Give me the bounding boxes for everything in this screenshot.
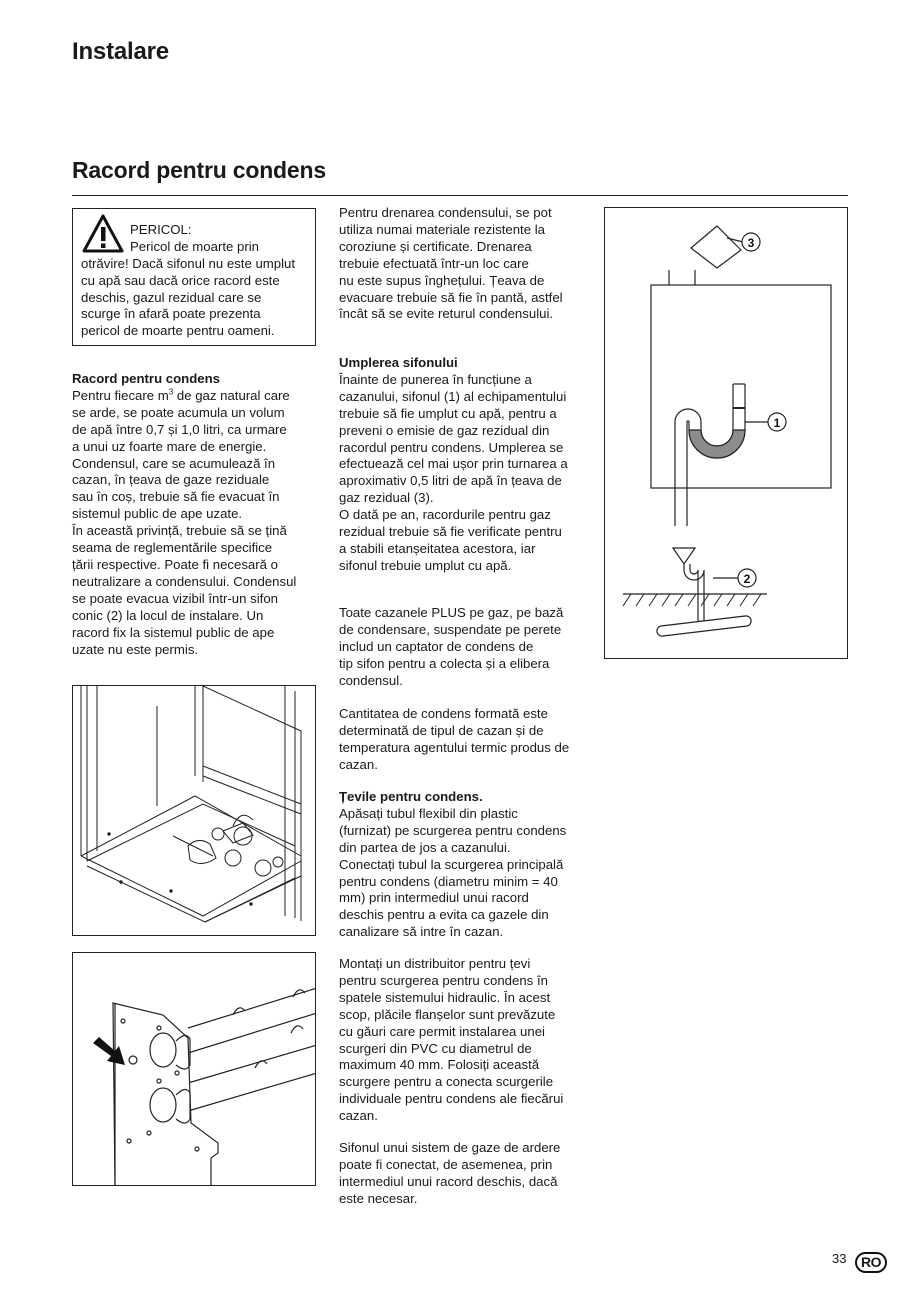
danger-box [72, 208, 316, 346]
boiler-bottom-drawing [73, 686, 316, 936]
danger-label: PERICOL: [130, 222, 192, 237]
callout-2: 2 [743, 572, 751, 586]
drain-paragraph: Pentru drenarea condensului, se pot utiliza numai materiale rezistente la coroziune și certificate. Drenarea trebuie efectuată într-un loc care nu este supus înghețului. Țeava de evacuare trebuie să fie în pantă, astfel încât să se evite returul condensului. [339, 205, 563, 322]
pipes-heading: Țevile pentru condens. [339, 789, 483, 804]
siphon-heading: Umplerea sifonului [339, 355, 458, 370]
section-rule [72, 195, 848, 196]
plus-paragraph: Toate cazanele PLUS pe gaz, pe bază de condensare, suspendate pe perete includ un captator de condens de tip sifon pentru a colecta și a elibera condensul. [339, 605, 564, 688]
danger-line-first: Pericol de moarte prin [130, 239, 260, 254]
callout-3: 3 [747, 236, 755, 250]
left-column-text: Racord pentru condens Pentru fiecare $m^3$ de gaz natural care se arde, se poate acumula un volum de apă între 0,7 și 1,0 litri, ca urmare a unui uz foarte mare de energie. Condensul, care se acumulează în cazan, în țeava de gaze reziduale sau în coș, trebuie să fie evacuat în sistemul public de ape uzate. În această privință, trebuie să se țină seama de reglementările specifice țării respective. Poate fi necesară o neutralizare a condensului. Condensul se poate evacua vizibil într-un sifon conic (2) la locul de instalare. Un racord fix la sistemul public de ape uzate nu este permis. [72, 371, 322, 658]
middle-column-text [339, 205, 589, 323]
language-badge: RO [855, 1252, 887, 1273]
warning-triangle-icon [82, 214, 124, 254]
page-header: Instalare [72, 38, 169, 65]
flange-plate-drawing [73, 953, 316, 1186]
page-number: 33 [832, 1251, 847, 1266]
left-heading: Racord pentru condens [72, 371, 221, 386]
left-first-line: Pentru fiecare $m^3$ de gaz natural care [72, 387, 290, 403]
flue-paragraph: Sifonul unui sistem de gaze de ardere poate fi conectat, de asemenea, prin intermediul unui racord deschis, dacă este necesar. [339, 1140, 561, 1206]
callout-1: 1 [773, 416, 781, 430]
flange-plate-image [72, 952, 316, 1186]
siphon-section: Umplerea sifonului Înainte de punerea în funcțiune a cazanului, sifonul (1) al echipamentului trebuie să fie umplut cu apă, pentru a preveni o emisie de gaz rezidual din racordul pentru condens. Umplerea se efectuează cel mai ușor prin turnarea a aproximativ 0,5 litri de apă în țeava de gaz rezidual (3). O dată pe an, racordurile pentru gaz rezidual trebuie să fie verificate pentru a stabili etanșeitatea acestora, iar sifonul trebuie umplut cu apă. [339, 355, 589, 575]
pipes-section: Țevile pentru condens. Apăsați tubul flexibil din plastic (furnizat) pe scurgerea pentru condens din partea de jos a cazanului. Conectați tubul la scurgerea principală pentru condens (diametru minim = 40 mm) prin intermediul unui racord deschis pentru a evita ca gazele din canalizare să intre în cazan. [339, 789, 589, 941]
danger-text: otrăvire! Dacă sifonul nu este umplut cu apă sau dacă orice racord este deschis, gazul rezidual care se scurge în afară poate prezenta pericol de moarte pentru oameni. [81, 256, 296, 339]
siphon-diagram [604, 207, 848, 659]
section-title: Racord pentru condens [72, 157, 326, 183]
mount-paragraph: Montați un distribuitor pentru țevi pentru scurgerea pentru condens în spatele sistemului hidraulic. În acest scop, plăcile flanșelor sunt prevăzute cu găuri care permit instalarea unei scurgeri din PVC cu diametrul de maximum 40 mm. Folosiți această scurgere pentru a conecta scurgerile individuale pentru condens ale fiecărui cazan. [339, 956, 564, 1124]
arrow-icon [91, 1035, 129, 1069]
quantity-paragraph: Cantitatea de condens formată este determinată de tipul de cazan și de temperatura agentului termic produs de cazan. [339, 706, 570, 772]
boiler-bottom-image [72, 685, 316, 936]
siphon-schematic [605, 208, 849, 660]
